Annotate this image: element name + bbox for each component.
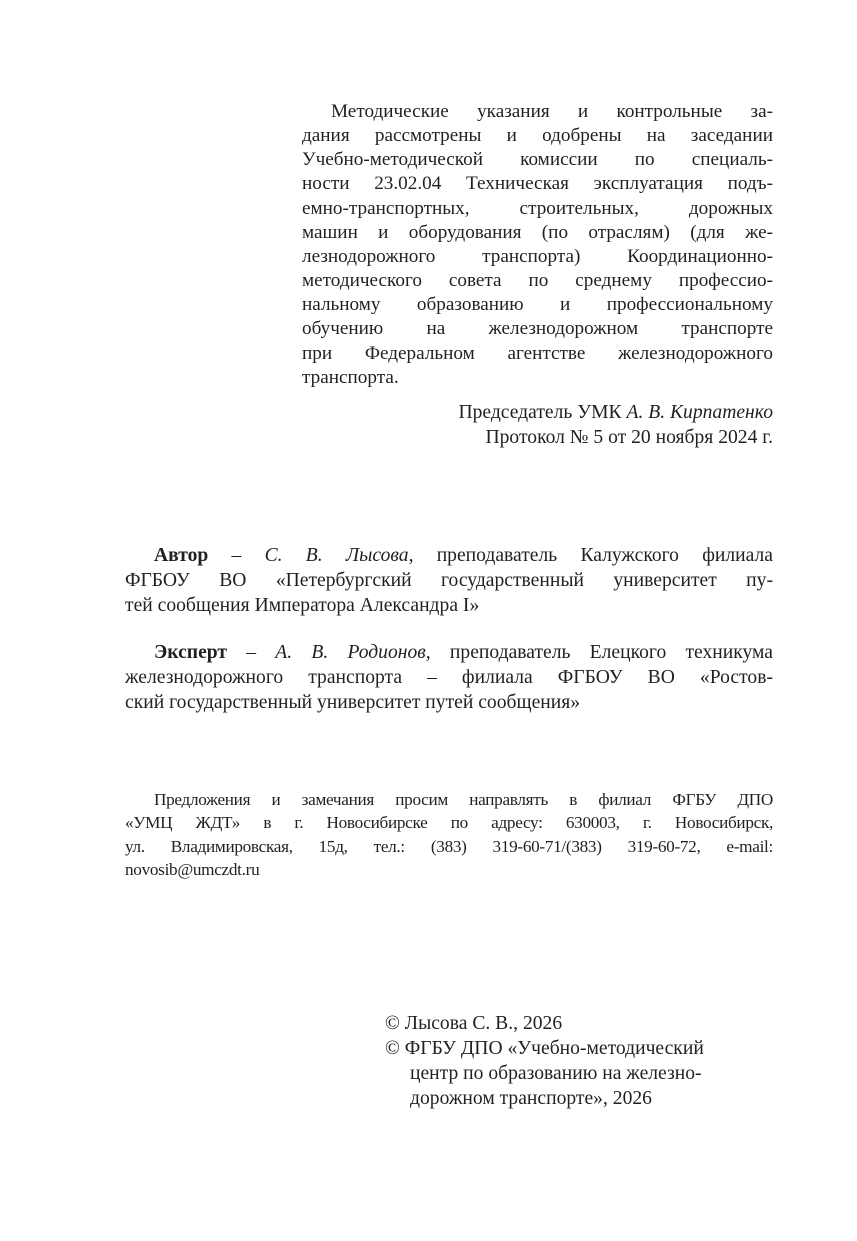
text-segment: Председатель УМК [458,402,627,423]
text-segment: дорожном транспорте», 2026 [410,1088,652,1109]
text-segment: А. В. Родионов, [275,642,431,663]
text-line [302,245,773,269]
text-segment: А. В. Кирпатенко [626,402,773,423]
text-line [302,317,773,341]
text-line [125,835,773,858]
text-line [302,221,773,245]
text-segment: железнодорожного транспорта – филиала ФГБОУ ВО «Ростов- [125,667,773,688]
text-segment: Протокол № 5 от 20 ноября 2024 г. [485,427,773,448]
text-segment: © ФГБУ ДПО «Учебно-методический [385,1038,704,1059]
text-line [302,124,773,148]
text-line [125,568,773,593]
text-line [302,197,773,221]
text-segment: методического совета по среднему профессио- [302,270,773,292]
chairman-protocol [302,400,773,450]
text-segment: © Лысова С. В., 2026 [385,1013,563,1034]
text-line [302,366,773,390]
expert-paragraph [125,640,773,715]
text-line [302,148,773,172]
text-line [125,640,773,665]
text-line [125,811,773,834]
text-segment: емно-транспортных, строительных, дорожных [302,197,773,219]
text-segment: тей сообщения Императора Александра I» [125,595,480,616]
text-line [302,172,773,196]
text-line [385,1036,773,1061]
text-segment: нальному образованию и профессиональному [302,294,773,316]
text-segment: «УМЦ ЖДТ» в г. Новосибирске по адресу: 630003, г. Новосибирск, [125,813,773,833]
text-line [385,1086,773,1111]
text-segment: дания рассмотрены и одобрены на заседании [302,125,773,147]
text-line [302,100,773,124]
text-line [302,269,773,293]
text-line [125,690,773,715]
approval-paragraph [302,100,773,390]
text-line [125,858,773,881]
text-segment: преподаватель Елецкого техникума [430,642,773,663]
text-line [125,665,773,690]
text-segment: ФГБОУ ВО «Петербургский государственный университет пу- [125,570,773,591]
contact-paragraph [125,788,773,882]
text-segment: Предложения и замечания просим направлять в филиал ФГБУ ДПО [154,790,773,809]
text-segment: машин и оборудования (по отраслям) (для же- [302,221,773,243]
text-segment: Автор [154,545,209,566]
text-segment: ул. Владимировская, 15д, тел.: (383) 319-60-71/(383) 319-60-72, e-mail: [125,836,773,856]
text-segment: – [227,642,276,663]
text-line [302,425,773,450]
text-line [125,593,773,618]
text-segment: обучению на железнодорожном транспорте [302,318,773,340]
text-line [302,342,773,366]
text-segment: ский государственный университет путей сообщения» [125,692,581,713]
text-segment: – [208,545,265,566]
text-line [385,1011,773,1036]
text-line [125,543,773,568]
text-line [302,293,773,317]
text-segment: лезнодорожного транспорта) Координационно- [302,245,773,267]
text-line [302,400,773,425]
text-segment: Методические указания и контрольные за- [331,101,773,122]
text-segment: novosib@umczdt.ru [125,860,260,880]
text-segment: при Федеральном агентстве железнодорожного [302,342,773,364]
text-segment: С. В. Лысова, [264,545,414,566]
text-segment: Учебно-методической комиссии по специаль- [302,149,773,171]
text-line [385,1061,773,1086]
text-segment: транспорта. [302,366,399,388]
author-paragraph [125,543,773,618]
text-segment: ности 23.02.04 Техническая эксплуатация подъ- [302,173,773,195]
text-segment: преподаватель Калужского филиала [413,545,773,566]
copyright-notice [385,1011,773,1111]
text-line [125,788,773,811]
text-segment: центр по образованию на железно- [410,1063,702,1084]
text-segment: Эксперт [154,642,228,663]
